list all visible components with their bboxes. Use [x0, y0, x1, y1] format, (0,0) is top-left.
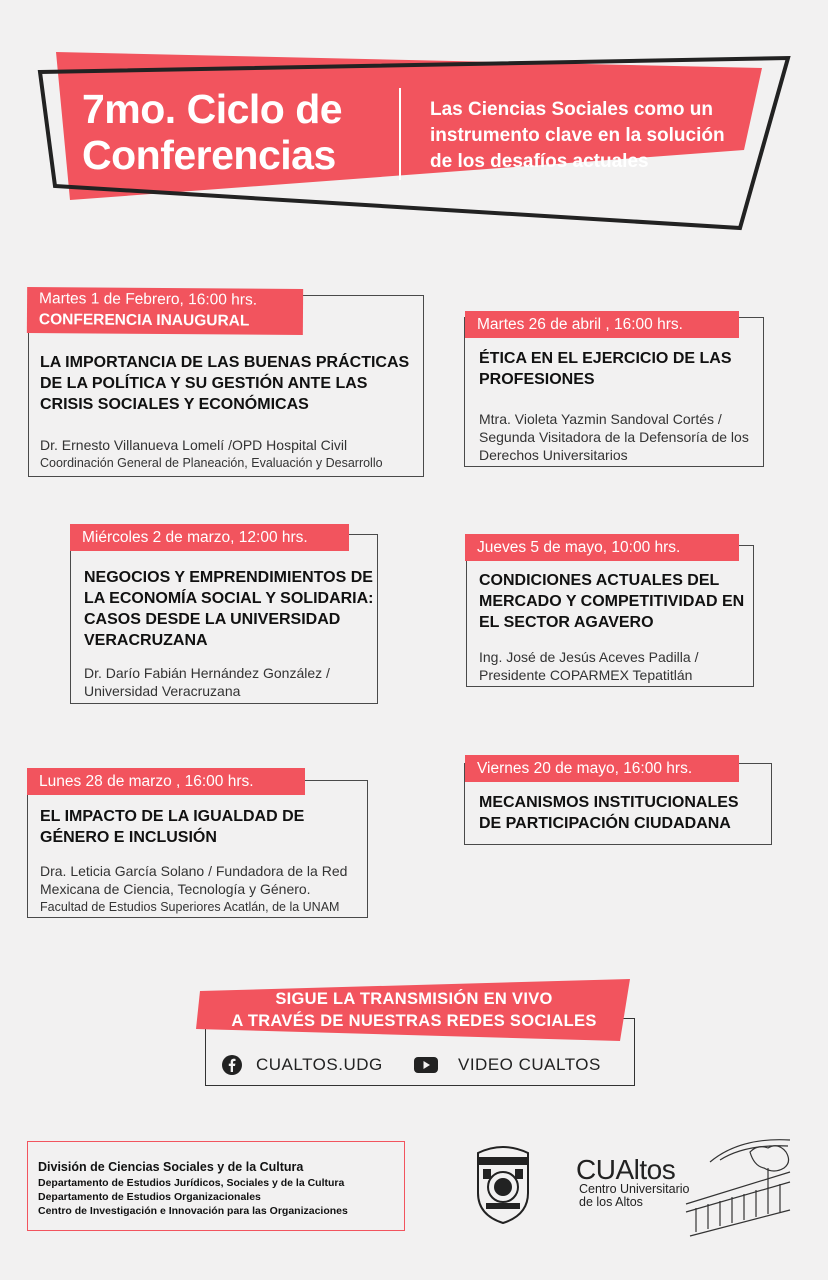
- event-speaker-5: [40, 862, 370, 916]
- facebook-link[interactable]: [222, 1055, 383, 1075]
- event-title-5: EL IMPACTO DE LA IGUALDAD DE GÉNERO E INCLUSIÓN: [40, 808, 305, 846]
- event-date: Martes 1 de Febrero, 16:00 hrs.: [39, 290, 258, 309]
- event-title-3: NEGOCIOS Y EMPRENDIMIENTOS DE LA ECONOMÍA SOCIAL Y SOLIDARIA: CASOS DESDE LA UNIVERSIDAD VERACRUZANA: [84, 569, 374, 649]
- cualtos-logo-text: CUAltos: [576, 1154, 676, 1185]
- event-title-6: MECANISMOS INSTITUCIONALES DE PARTICIPACIÓN CIUDADANA: [479, 794, 739, 832]
- event-speaker-4: Ing. José de Jesús Aceves Padilla / Presidente COPARMEX Tepatitlán: [479, 649, 699, 683]
- youtube-icon: [414, 1056, 438, 1074]
- speaker-org: Coordinación General de Planeación, Evaluación y Desarrollo: [40, 456, 383, 470]
- youtube-label: VIDEO CUALTOS: [458, 1055, 601, 1074]
- event-date-tag-1: [27, 287, 303, 335]
- speaker-name: Dr. Ernesto Villanueva Lomelí /OPD Hospital Civil: [40, 437, 348, 453]
- department-item: Centro de Investigación e Innovación para las Organizaciones: [38, 1205, 348, 1217]
- youtube-link[interactable]: [414, 1055, 601, 1075]
- cualtos-sub-line-2: de los Altos: [579, 1195, 643, 1209]
- cualtos-sub-line-1: Centro Universitario: [579, 1182, 690, 1196]
- event-label: CONFERENCIA INAUGURAL: [38, 311, 250, 330]
- event-title-2: ÉTICA EN EL EJERCICIO DE LAS PROFESIONES: [479, 350, 732, 388]
- department-item: Departamento de Estudios Jurídicos, Sociales y de la Cultura: [38, 1177, 345, 1189]
- speaker-name: Dra. Leticia García Solano / Fundadora de la Red Mexicana de Ciencia, Tecnología y Género.: [40, 863, 348, 897]
- event-date-tag-3: Miércoles 2 de marzo, 12:00 hrs.: [70, 524, 349, 551]
- event-date-tag-5: Lunes 28 de marzo , 16:00 hrs.: [27, 768, 305, 795]
- event-speaker-2: Mtra. Violeta Yazmin Sandoval Cortés / Segunda Visitadora de la Defensoría de los Derechos Universitarios: [479, 411, 749, 463]
- facebook-label: CUALTOS.UDG: [256, 1055, 383, 1074]
- event-date-tag-2: Martes 26 de abril , 16:00 hrs.: [465, 311, 739, 338]
- cta-line-1: SIGUE LA TRANSMISIÓN EN VIVO: [275, 990, 553, 1008]
- header-divider: [399, 88, 401, 180]
- university-seal-icon: [472, 1143, 534, 1225]
- speaker-org: Facultad de Estudios Superiores Acatlán, de la UNAM: [40, 900, 340, 914]
- event-speaker-1: [40, 436, 420, 472]
- departments-list: [38, 1160, 408, 1218]
- facebook-icon: [222, 1055, 242, 1075]
- page-subtitle: Las Ciencias Sociales como un instrumento clave en la solución de los desafíos actuales: [430, 99, 725, 172]
- event-date-tag-4: Jueves 5 de mayo, 10:00 hrs.: [465, 534, 739, 561]
- department-item: Departamento de Estudios Organizacionales: [38, 1191, 261, 1203]
- event-date-tag-6: Viernes 20 de mayo, 16:00 hrs.: [465, 755, 739, 782]
- division-name: División de Ciencias Sociales y de la Cultura: [38, 1160, 304, 1174]
- event-title-4: CONDICIONES ACTUALES DEL MERCADO Y COMPETITIVIDAD EN EL SECTOR AGAVERO: [479, 572, 745, 631]
- event-title-1: LA IMPORTANCIA DE LAS BUENAS PRÁCTICAS DE LA POLÍTICA Y SU GESTIÓN ANTE LAS CRISIS SOCIALES Y ECONÓMICAS: [40, 354, 410, 413]
- campus-building-icon: [650, 1132, 795, 1242]
- cta-text: [196, 988, 632, 1032]
- page-title: 7mo. Ciclo de Conferencias: [82, 86, 343, 178]
- cta-line-2: A TRAVÉS DE NUESTRAS REDES SOCIALES: [231, 1012, 597, 1030]
- event-speaker-3: Dr. Darío Fabián Hernández González / Universidad Veracruzana: [84, 665, 330, 699]
